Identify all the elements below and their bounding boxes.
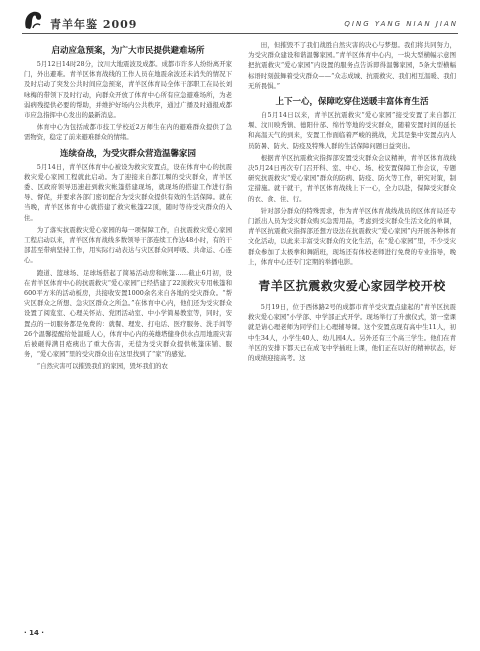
paragraph: 5月14日，青羊区体育中心被设为救灾安置点，设在体育中心的抗震救灾爱心家园工程就此启动。为了迎接来自都江堰的受灾群众，青羊区委、区政府领导迅速赶到救灾帐篷搭建现场，就现场的搭建工作进行指导、督促，并要求各部门密切配合为受灾群众提供有效的生活保障。就在当晚，青羊区体育中心就搭建了救灾帐篷22顶，随时等待受灾群众的入住。	[24, 162, 232, 222]
paragraph: “自然灾害可以摧毁我们的家园，毁坏我们的农	[36, 362, 168, 371]
paragraph: 5月12日14时28分，汶川大地震波及成都。成都市许多人纷纷离开家门，外出避难。青羊区体育战线的工作人员在地震余波还未消失的情况下及时启动了突发公共时间应急预案，青羊区体育局全体干部职工在局长刘咏梅的带领下及时行动，向群众开放了体育中心所有应急避难场所，为老弱病残提供必要的帮助，并维护好场内公共秩序，通过广播及时通报成都市应急指挥中心发出的最新消息。	[24, 60, 232, 120]
sheep-logo-icon	[20, 8, 46, 34]
paragraph: 自5月14日以来，青羊区抗震救灾“爱心家园”接受安置了来自都江堰、汶川映秀镇、德阳什邡、绵竹等地的受灾群众，随着安置时间的延长和高温天气的到来，安置工作面临着严峻的挑战，尤其是集中安置点内人员防暑、防火、防疫及特殊人群的生活保障问题日益突出。	[248, 111, 456, 150]
book-title: 青羊年鉴 2009	[50, 18, 138, 31]
header-rule	[22, 33, 458, 34]
page-header	[0, 0, 480, 40]
article-title: 青羊区抗震救灾爱心家园学校开校	[258, 279, 446, 294]
paragraph: 针对部分群众的特殊需求，作为青羊区体育战线战员的区体育局还专门派出人员为受灾群众购买急需用品，考虑到受灾群众生活文化的单调，青羊区抗震救灾指挥部还想方设法在抗震救灾“爱心家园”内开展各种体育文化活动，以此来丰富受灾群众的文化生活，在“爱心家园”里，不少受灾群众参加了太极拳和舞蹈班，现场还有体校老师进行免费的专业指导，晚上，体育中心还专门定期的举播电影。	[248, 206, 456, 266]
paragraph: 田，但摧毁不了我们战胜自然灾害的决心与梦想。我们将共同努力，为受灾群众建设和谐温馨家园。”青羊区体育中心内，一块大型横幅示意图把抗震救灾“爱心家园”内设置的服务点告诉即得温馨家园，5条大型横幅标语时刻鼓舞着受灾群众——“众志成城、抗震救灾、我们相互温暖、我们无所畏惧。”	[248, 41, 456, 90]
left-column	[24, 40, 232, 374]
paragraph: 根据青羊区抗震救灾指挥部安置受灾群众会议精神，青羊区体育战线决5月24日再次专门召开科、室、中心、场、校安置保障工作会议，专题研究抗震救灾“爱心家园”群众的防病、防疫、防火等工作，研究对策，制定措施。就干就干，青羊区体育战线上下一心，全力以赴，保障受灾群众的衣、食、住、行。	[248, 153, 456, 203]
page-number: · 14 ·	[24, 629, 44, 637]
section-title: 上下一心，保障吃穿住送暖丰富体育生活	[275, 97, 429, 108]
paragraph: 体育中心为包括成都市技工学校近2万师生在内的避难群众提供了急需物资，稳定了前来避难群众的情绪。	[24, 123, 232, 142]
paragraph: 跑道、篮球场、足球场搭起了简易活动房和帐篷……截止6月初，设在青羊区体育中心的抗震救灾“爱心家园”已经搭建了22顶救灾专用帐篷和600平方米的活动板房，共接收安置1000余名来自各地的受灾群众。“帮灾区群众之所想、急灾区群众之所急。”在体育中心内，他们还为受灾群众设置了阅览室、心理关怀站、党团活动室、中小学简易教室等，同时，安置点的一切服务都是免费的：就餐、理发、打电话、医疗服务、洗手间等26个温馨提醒给处温暖人心，体育中心内的英雄塔健身供水点用地震灾害后被砸得满目疮痍出了重大伤害，无偿为受灾群众提供帐篷床铺、服务，“爱心家园”里的受灾群众出在这里找到了“家”的感觉。	[24, 268, 232, 359]
section-title: 连续奋战，为受灾群众营造温馨家园	[59, 148, 196, 159]
paragraph: 5月19日，位于西体路2号的成都市青羊受灾置点建起的“青羊区抗震救灾爱心家园”小学部、中学部正式开学。现场举行了升旗仪式，第一堂课就是请心理老师为同学们上心理辅导课。这个安置点现有高中生11人，初中生34人，小学生40人、幼儿园4人。另外还有三个高三学生。他们在青羊区的安排下都天已在成飞中学插班上课，他们正在以好的精神状态，好的成绩迎接高考。这	[248, 303, 456, 363]
section-title: 启动应急预案，为广大市民提供避难场所	[51, 46, 205, 56]
right-column	[248, 40, 456, 365]
paragraph: 为了落实抗震救灾爱心家园的每一项保障工作，自抗震救灾爱心家园工程启动以来，青羊区体育战线多数领导干部连续工作达48小时，有的干部甚至带病坚持工作，用实际行动表达与灾区群众同呼吸、共命运、心连心。	[24, 225, 232, 265]
header-pinyin: QING YANG NIAN JIAN	[344, 20, 458, 28]
